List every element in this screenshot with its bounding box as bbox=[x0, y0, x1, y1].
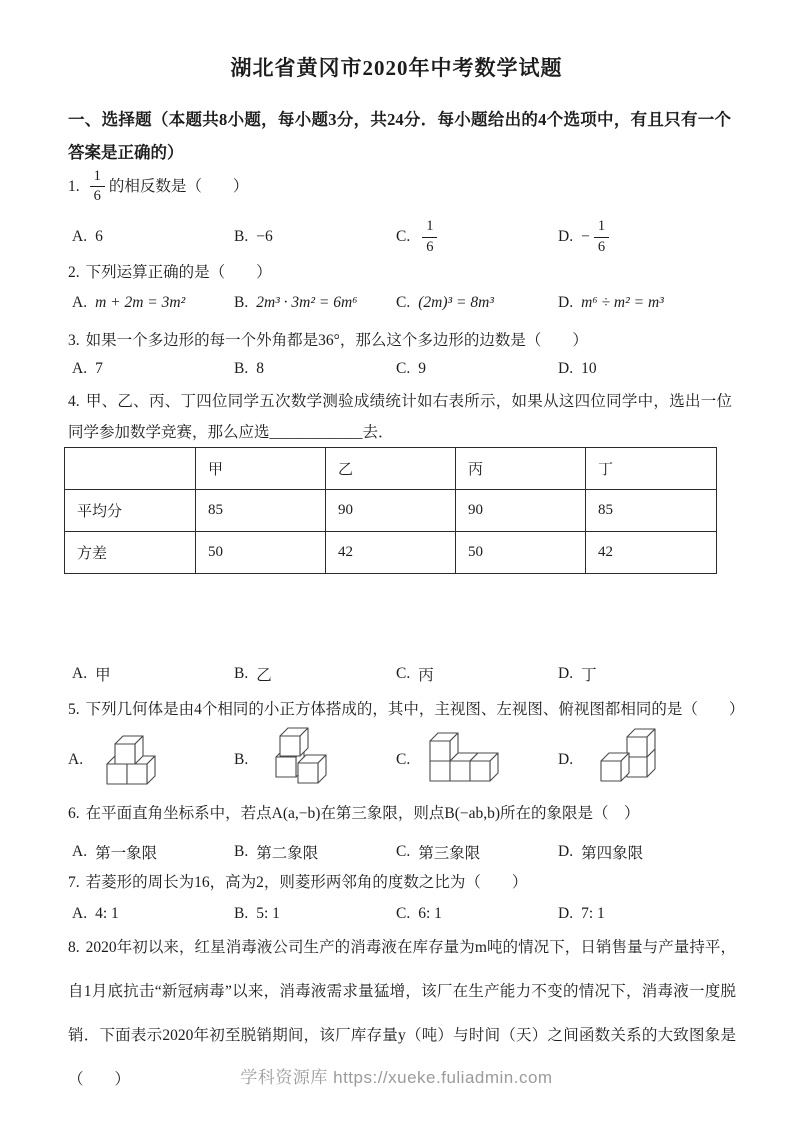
option-label: B. bbox=[234, 228, 249, 245]
question-number: 5. bbox=[68, 701, 80, 718]
question-stem: 下列几何体是由4个相同的小正方体搭成的，其中，主视图、左视图、俯视图都相同的是（ ） bbox=[85, 701, 745, 718]
q7-option-c bbox=[396, 905, 558, 923]
q2-options bbox=[72, 290, 734, 316]
question-stem: 如果一个多边形的每一个外角都是36°，那么这个多边形的边数是（ ） bbox=[85, 332, 588, 349]
question-2 bbox=[68, 263, 272, 283]
question-number: 8. bbox=[68, 939, 80, 956]
question-number: 4. bbox=[68, 393, 80, 410]
fraction bbox=[90, 168, 105, 206]
option-label: A. bbox=[72, 360, 88, 377]
option-label: A. bbox=[72, 294, 88, 311]
page-title: 湖北省黄冈市2020年中考数学试题 bbox=[230, 56, 563, 80]
option-label: B. bbox=[234, 905, 249, 922]
table-row-average bbox=[65, 490, 717, 532]
table-cell: 90 bbox=[456, 490, 586, 532]
question-number: 3. bbox=[68, 332, 80, 349]
option-label: C. bbox=[396, 294, 411, 311]
option-label: C. bbox=[396, 905, 411, 922]
q5-figure-c bbox=[396, 729, 558, 791]
option-label: A. bbox=[72, 665, 88, 682]
q3-option-b bbox=[234, 360, 396, 378]
option-value: 7: 1 bbox=[581, 905, 605, 922]
q6-option-a bbox=[72, 841, 234, 863]
question-stem: 若菱形的周长为16，高为2，则菱形两邻角的度数之比为（ ） bbox=[85, 874, 528, 891]
table-cell: 90 bbox=[326, 490, 456, 532]
option-value: 10 bbox=[581, 360, 597, 377]
q3-option-a bbox=[72, 360, 234, 378]
question-3 bbox=[68, 331, 588, 351]
option-label: D. bbox=[558, 294, 574, 311]
option-label: A. bbox=[72, 843, 88, 860]
option-value: 4: 1 bbox=[95, 905, 119, 922]
option-label: D. bbox=[558, 751, 574, 768]
q1-option-d bbox=[558, 218, 734, 256]
q4-options bbox=[72, 663, 734, 685]
footer-watermark: 学科资源库 https://xueke.fuliadmin.com bbox=[240, 1068, 553, 1087]
option-value: 2m³ · 3m² = 6m⁶ bbox=[256, 294, 358, 311]
question-stem: 的相反数是（ ） bbox=[108, 177, 249, 195]
option-label: D. bbox=[558, 905, 574, 922]
option-label: C. bbox=[396, 665, 411, 682]
option-label: B. bbox=[234, 751, 249, 768]
fraction-numerator: 1 bbox=[594, 218, 609, 237]
q5-figures bbox=[68, 726, 732, 794]
option-label: A. bbox=[72, 905, 88, 922]
table-cell: 42 bbox=[326, 532, 456, 574]
option-value: m⁶ ÷ m² = m³ bbox=[581, 294, 664, 311]
option-label: D. bbox=[558, 665, 574, 682]
question-number: 2. bbox=[68, 264, 80, 281]
q7-option-a bbox=[72, 905, 234, 923]
option-value: −6 bbox=[256, 228, 273, 245]
fraction-denominator: 6 bbox=[93, 188, 101, 205]
option-label: C. bbox=[396, 360, 411, 377]
cube-figure-d bbox=[589, 727, 664, 793]
option-label: C. bbox=[396, 228, 411, 245]
question-stem: 下列运算正确的是（ ） bbox=[85, 264, 272, 281]
minus-sign: − bbox=[581, 228, 590, 245]
q5-figure-d bbox=[558, 727, 732, 793]
option-value: 乙 bbox=[256, 667, 272, 684]
question-stem: 在平面直角坐标系中，若点A(a,−b)在第三象限，则点B(−ab,b)所在的象限是（ ） bbox=[85, 805, 640, 822]
table-cell: 50 bbox=[196, 532, 326, 574]
option-label: C. bbox=[396, 751, 411, 768]
option-value: 甲 bbox=[95, 667, 111, 684]
option-label: D. bbox=[558, 360, 574, 377]
option-label: A. bbox=[72, 228, 88, 245]
option-value: 第四象限 bbox=[581, 845, 644, 862]
table-cell: 方差 bbox=[65, 532, 196, 574]
option-value: 6: 1 bbox=[418, 905, 442, 922]
option-label: A. bbox=[68, 751, 84, 768]
q6-option-d bbox=[558, 841, 734, 863]
q7-option-b bbox=[234, 905, 396, 923]
question-1 bbox=[68, 168, 248, 206]
table-cell: 甲 bbox=[196, 448, 326, 490]
table-row-variance bbox=[65, 532, 717, 574]
fraction-numerator: 1 bbox=[422, 218, 437, 237]
question-number: 1. bbox=[68, 177, 80, 195]
question-number: 7. bbox=[68, 874, 80, 891]
option-value: 5: 1 bbox=[256, 905, 280, 922]
question-7 bbox=[68, 873, 527, 893]
option-value: 第一象限 bbox=[95, 845, 158, 862]
q5-figure-a bbox=[68, 728, 234, 792]
cube-figure-a bbox=[99, 728, 171, 792]
q2-option-a bbox=[72, 294, 234, 312]
question-4 bbox=[68, 386, 732, 448]
q2-option-d bbox=[558, 294, 734, 312]
option-value: (2m)³ = 8m³ bbox=[418, 294, 494, 311]
q6-option-b bbox=[234, 841, 396, 863]
option-label: B. bbox=[234, 843, 249, 860]
q3-options bbox=[72, 358, 734, 380]
question-stem: 甲、乙、丙、丁四位同学五次数学测验成绩统计如右表所示，如果从这四位同学中，选出一位同学参加数学竞赛，那么应选____________去． bbox=[68, 393, 732, 441]
table-header-row bbox=[65, 448, 717, 490]
q2-option-c bbox=[396, 294, 558, 312]
option-value: 第三象限 bbox=[418, 845, 481, 862]
q6-option-c bbox=[396, 841, 558, 863]
question-6 bbox=[68, 804, 640, 824]
question-number: 6. bbox=[68, 805, 80, 822]
q7-option-d bbox=[558, 905, 734, 923]
q4-option-d bbox=[558, 663, 734, 685]
table-cell bbox=[65, 448, 196, 490]
cube-figure-c bbox=[426, 729, 511, 791]
option-value: 丁 bbox=[581, 667, 597, 684]
cube-figure-b bbox=[264, 727, 339, 793]
option-value: 6 bbox=[95, 228, 103, 245]
table-cell: 平均分 bbox=[65, 490, 196, 532]
q2-option-b bbox=[234, 294, 396, 312]
fraction-numerator: 1 bbox=[90, 168, 105, 187]
table-cell: 85 bbox=[586, 490, 717, 532]
option-label: B. bbox=[234, 665, 249, 682]
option-value: 9 bbox=[418, 360, 426, 377]
option-label: D. bbox=[558, 228, 574, 245]
option-value: 丙 bbox=[418, 667, 434, 684]
table-cell: 50 bbox=[456, 532, 586, 574]
q7-options bbox=[72, 903, 734, 925]
question-stem: 2020年初以来，红星消毒液公司生产的消毒液在库存量为m吨的情况下，日销售量与产量持平，自1月底抗击“新冠病毒”以来，消毒液需求量猛增，该厂在生产能力不变的情况下，消毒液一度脱销．下面表示2020年初至脱销期间，该厂库存量y（吨）与时间（天）之间函数关系的大致图象是（ ） bbox=[68, 939, 736, 1088]
question-5 bbox=[68, 700, 744, 720]
q4-option-b bbox=[234, 663, 396, 685]
q1-option-b bbox=[234, 228, 396, 246]
q1-option-a bbox=[72, 228, 234, 246]
q1-options bbox=[72, 212, 734, 262]
table-cell: 42 bbox=[586, 532, 717, 574]
table-cell: 丁 bbox=[586, 448, 717, 490]
q6-options bbox=[72, 841, 734, 863]
table-cell: 丙 bbox=[456, 448, 586, 490]
fraction bbox=[422, 218, 437, 256]
option-value: 7 bbox=[95, 360, 103, 377]
fraction-denominator: 6 bbox=[597, 238, 606, 255]
table-cell: 乙 bbox=[326, 448, 456, 490]
q3-option-d bbox=[558, 360, 734, 378]
q4-option-c bbox=[396, 663, 558, 685]
option-value: 8 bbox=[256, 360, 264, 377]
table-cell: 85 bbox=[196, 490, 326, 532]
option-value: m + 2m = 3m² bbox=[95, 294, 186, 311]
option-value: 第二象限 bbox=[256, 845, 319, 862]
option-label: B. bbox=[234, 360, 249, 377]
q5-figure-b bbox=[234, 727, 396, 793]
option-label: D. bbox=[558, 843, 574, 860]
option-label: B. bbox=[234, 294, 249, 311]
q4-option-a bbox=[72, 663, 234, 685]
score-table bbox=[64, 447, 717, 574]
fraction-denominator: 6 bbox=[426, 238, 434, 255]
option-label: C. bbox=[396, 843, 411, 860]
q3-option-c bbox=[396, 360, 558, 378]
section-heading: 一、选择题（本题共8小题，每小题3分，共24分．每小题给出的4个选项中，有且只有一个答案是正确的） bbox=[68, 110, 731, 162]
q1-option-c bbox=[396, 218, 558, 256]
fraction bbox=[594, 218, 609, 256]
